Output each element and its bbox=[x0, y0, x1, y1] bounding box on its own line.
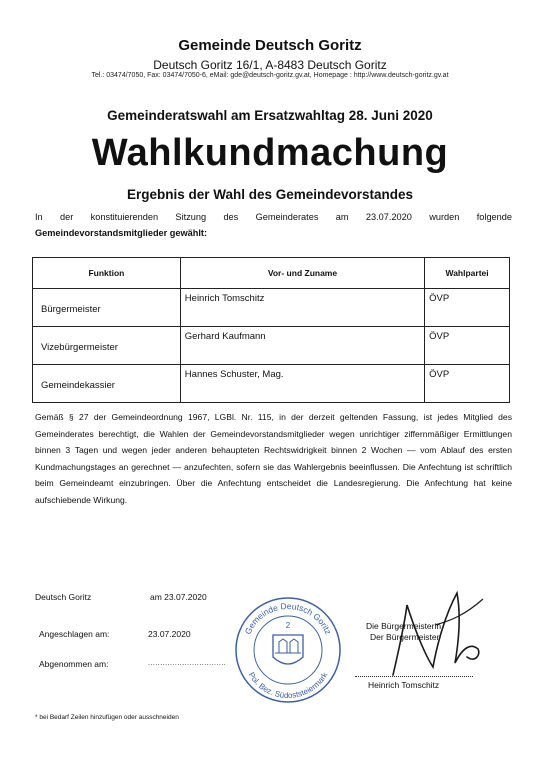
posted-date: 23.07.2020 bbox=[148, 629, 191, 639]
intro-line-1: In der konstituierenden Sitzung des Gemeinderates am 23.07.2020 wurden folgende bbox=[35, 212, 512, 222]
table-row bbox=[33, 327, 510, 365]
contact-line: Tel.: 03474/7050, Fax: 03474/7050-6, eMail: gde@deutsch-goritz.gv.at, Homepage : http://www.deutsch-goritz.gv.at bbox=[91, 72, 449, 79]
place-date: am 23.07.2020 bbox=[150, 592, 207, 602]
cell-party: ÖVP bbox=[425, 327, 510, 365]
cell-function: Gemeindekassier bbox=[33, 365, 181, 403]
cell-name: Gerhard Kaufmann bbox=[180, 327, 424, 365]
page-title: Wahlkundmachung bbox=[91, 132, 449, 174]
place: Deutsch Goritz bbox=[35, 592, 92, 602]
posted-label: Angeschlagen am: bbox=[39, 629, 110, 639]
results-table bbox=[32, 257, 510, 403]
stamp-text-top: Gemeinde Deutsch Goritz bbox=[242, 600, 334, 636]
subtitle: Ergebnis der Wahl des Gemeindevorstandes bbox=[126, 187, 414, 202]
removed-label: Abgenommen am: bbox=[39, 659, 109, 669]
stamp-number: 2 bbox=[285, 621, 291, 630]
mayor-title-female: Die Bürgermeisterin bbox=[366, 621, 442, 631]
mayor-name: Heinrich Tomschitz bbox=[368, 680, 440, 690]
official-stamp bbox=[233, 595, 343, 705]
column-header-function: Funktion bbox=[33, 258, 181, 289]
removed-date-blank: ................................ bbox=[148, 660, 227, 667]
table-header-row bbox=[33, 258, 510, 289]
cell-function: Vizebürgermeister bbox=[33, 327, 181, 365]
municipality-address: Deutsch Goritz 16/1, A-8483 Deutsch Goritz bbox=[153, 58, 387, 72]
stamp-text-bottom: Pol. Bez. Südoststeiermark bbox=[246, 670, 330, 701]
cell-party: ÖVP bbox=[425, 289, 510, 327]
table-row bbox=[33, 289, 510, 327]
table-row bbox=[33, 365, 510, 403]
intro-line-2: Gemeindevorstandsmitglieder gewählt: bbox=[35, 228, 208, 238]
cell-function: Bürgermeister bbox=[33, 289, 181, 327]
column-header-party: Wahlpartei bbox=[425, 258, 510, 289]
footnote: * bei Bedarf Zeilen hinzufügen oder ausschneiden bbox=[35, 714, 179, 721]
column-header-name: Vor- und Zuname bbox=[180, 258, 424, 289]
mayor-title-male: Der Bürgermeister bbox=[370, 632, 440, 642]
election-date-heading: Gemeinderatswahl am Ersatzwahltag 28. Juni 2020 bbox=[107, 108, 433, 123]
signature-line bbox=[355, 676, 473, 677]
municipality-name: Gemeinde Deutsch Goritz bbox=[178, 37, 362, 54]
legal-notice: Gemäß § 27 der Gemeindeordnung 1967, LGBl. Nr. 115, in der derzeit geltenden Fassung, ist jedes Mitglied des Gemeinderates berechtigt, die Wahlen der Gemeindevorstandsmitglieder wegen unrichtiger ziffernmäßiger Ermittlungen binnen 3 Tagen und wegen jeder anderen behaupteten Rechtswidrigkeit binnen 2 Wochen — vom Ablauf des ersten Kundmachungstages an gerechnet — anzufechten, sofern sie das Wahlergebnis beeinflussen. Die Anfechtung ist schriftlich beim Gemeindeamt einzubringen. Über die Anfechtung entscheidet die Landesregierung. Die Anfechtung hat keine aufschiebende Wirkung. bbox=[35, 412, 512, 505]
cell-name: Hannes Schuster, Mag. bbox=[180, 365, 424, 403]
cell-party: ÖVP bbox=[425, 365, 510, 403]
cell-name: Heinrich Tomschitz bbox=[180, 289, 424, 327]
